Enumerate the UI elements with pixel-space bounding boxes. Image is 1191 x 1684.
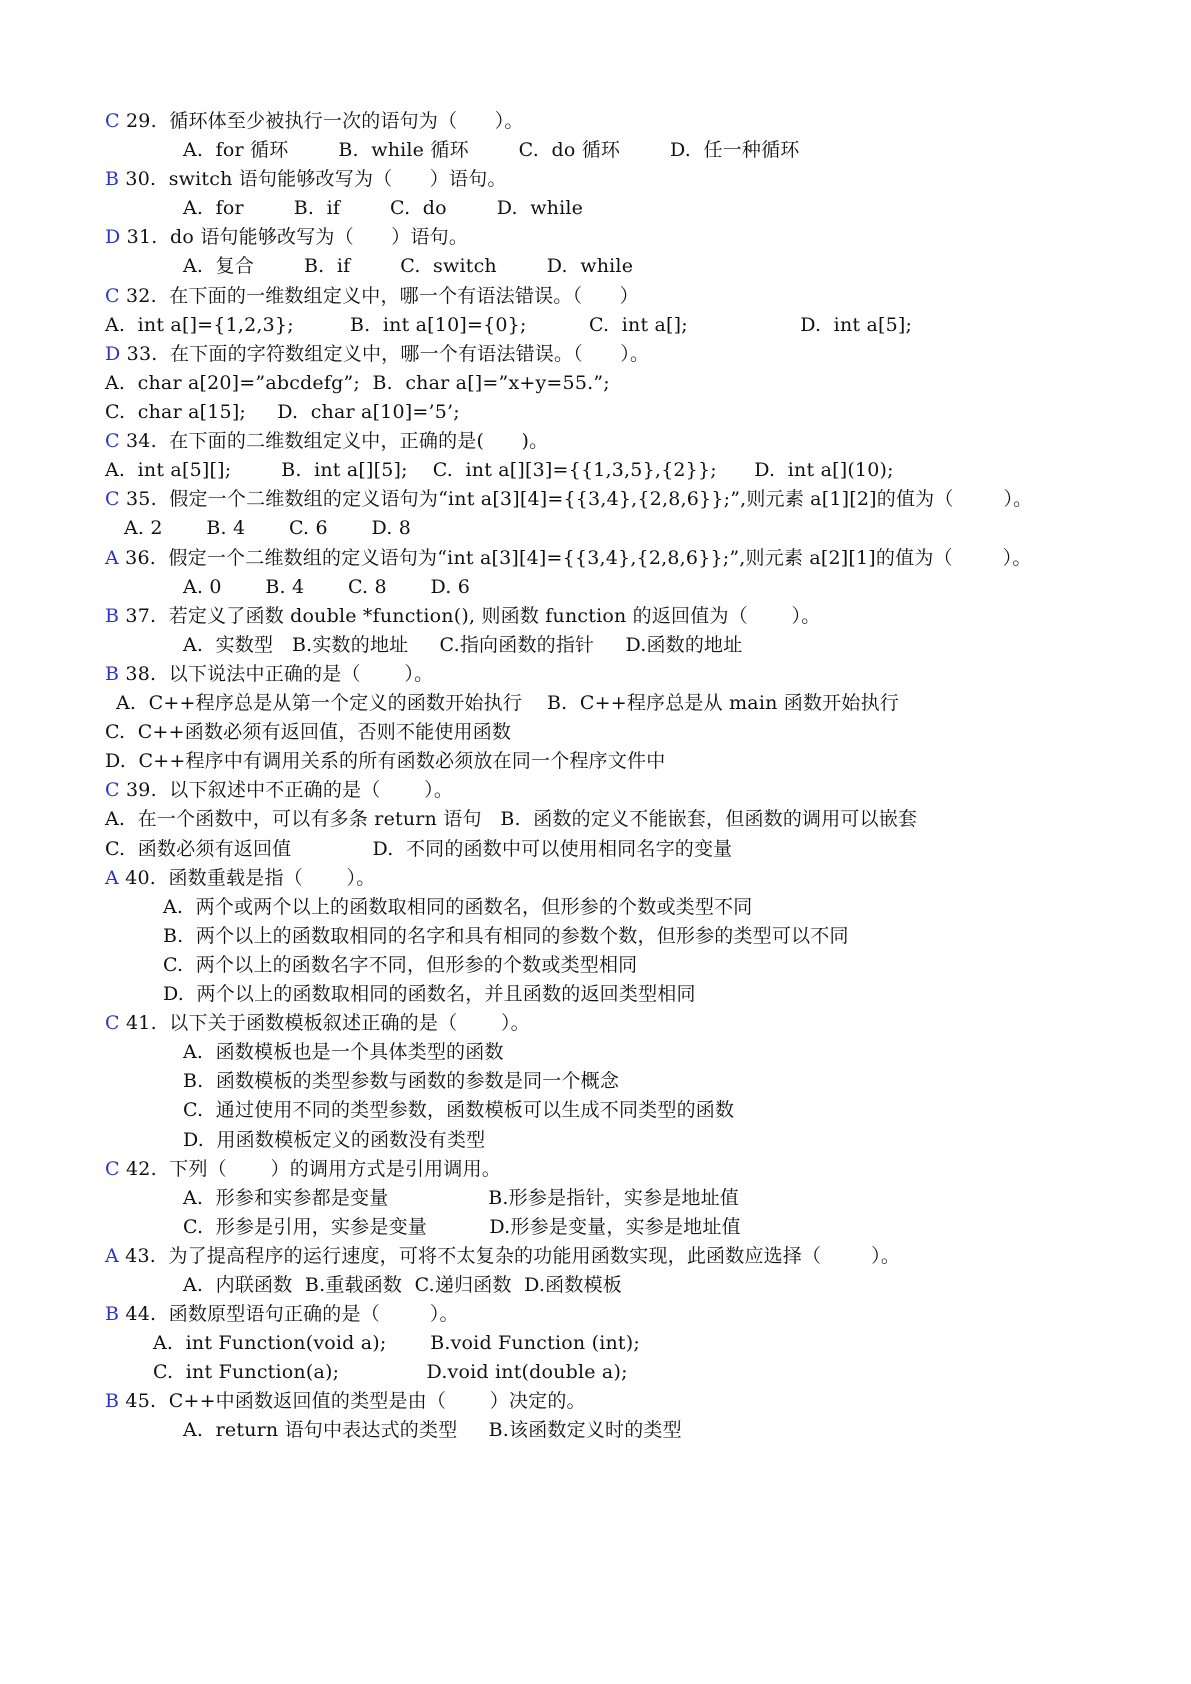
answer-letter: C xyxy=(105,488,120,510)
option-line: A. 形参和实参都是变量 B.形参是指针，实参是地址值 xyxy=(183,1187,740,1209)
option-line: A. int Function(void a); B.void Function (int); xyxy=(153,1332,640,1354)
question-text: 37. 若定义了函数 double *function(), 则函数 function 的返回值为（ ）。 xyxy=(119,605,821,627)
question-text: 31. do 语句能够改写为（ ）语句。 xyxy=(120,226,469,248)
option-line: C. char a[15]; D. char a[10]=’5’; xyxy=(105,401,460,423)
answer-letter: B xyxy=(105,1390,120,1412)
answer-letter: B xyxy=(105,605,120,627)
option-line: A. return 语句中表达式的类型 B.该函数定义时的类型 xyxy=(183,1419,682,1441)
answer-letter: D xyxy=(105,226,121,248)
option-line: A. for 循环 B. while 循环 C. do 循环 D. 任一种循环 xyxy=(183,139,800,161)
answer-letter: A xyxy=(105,547,119,569)
option-line: A. 复合 B. if C. switch D. while xyxy=(183,255,634,277)
question-text: 41. 以下关于函数模板叙述正确的是（ ）。 xyxy=(119,1012,530,1034)
option-line: A. 函数模板也是一个具体类型的函数 xyxy=(183,1041,504,1063)
answer-letter: C xyxy=(105,285,120,307)
answer-letter: D xyxy=(105,343,121,365)
question-text: 40. 函数重载是指（ ）。 xyxy=(118,867,376,889)
option-line: C. int Function(a); D.void int(double a); xyxy=(153,1361,628,1383)
question-line xyxy=(105,1302,459,1326)
question-line xyxy=(105,109,524,133)
answer-letter: C xyxy=(105,430,120,452)
question-line xyxy=(105,778,453,802)
question-text: 38. 以下说法中正确的是（ ）。 xyxy=(119,663,434,685)
option-line: A. 实数型 B.实数的地址 C.指向函数的指针 D.函数的地址 xyxy=(183,634,743,656)
question-text: 45. C++中函数返回值的类型是由（ ）决定的。 xyxy=(119,1390,586,1412)
question-line xyxy=(105,546,1032,570)
question-line xyxy=(105,167,507,191)
option-line: C. 两个以上的函数名字不同，但形参的个数或类型相同 xyxy=(163,954,638,976)
answer-letter: C xyxy=(105,110,120,132)
answer-letter: A xyxy=(105,867,119,889)
question-text: 44. 函数原型语句正确的是（ ）。 xyxy=(119,1303,459,1325)
answer-letter: C xyxy=(105,1012,120,1034)
question-text: 29. 循环体至少被执行一次的语句为（ ）。 xyxy=(119,110,524,132)
option-line: A. int a[5][]; B. int a[][5]; C. int a[][3]={{1,3,5},{2}}; D. int a[](10); xyxy=(105,459,894,481)
question-line xyxy=(105,604,820,628)
question-line xyxy=(105,662,433,686)
question-line xyxy=(105,429,548,453)
question-line xyxy=(105,866,375,890)
question-line xyxy=(105,1011,530,1035)
option-line: B. 两个以上的函数取相同的名字和具有相同的参数个数，但形参的类型可以不同 xyxy=(163,925,849,947)
answer-letter: A xyxy=(105,1245,119,1267)
question-text: 39. 以下叙述中不正确的是（ ）。 xyxy=(119,779,454,801)
option-line: A. 在一个函数中，可以有多条 return 语句 B. 函数的定义不能嵌套，但函数的调用可以嵌套 xyxy=(105,808,918,830)
question-line xyxy=(105,1157,501,1181)
answer-letter: B xyxy=(105,1303,120,1325)
question-text: 32. 在下面的一维数组定义中，哪一个有语法错误。（ ） xyxy=(119,285,639,307)
option-line: C. 形参是引用，实参是变量 D.形参是变量，实参是地址值 xyxy=(183,1216,741,1238)
question-text: 33. 在下面的字符数组定义中，哪一个有语法错误。（ ）。 xyxy=(120,343,650,365)
question-text: 30. switch 语句能够改写为（ ）语句。 xyxy=(119,168,507,190)
question-line xyxy=(105,225,468,249)
answer-letter: C xyxy=(105,1158,120,1180)
question-text: 35. 假定一个二维数组的定义语句为“int a[3][4]={{3,4},{2,8,6}};”,则元素 a[1][2]的值为（ ）。 xyxy=(119,488,1033,510)
option-line: C. 函数必须有返回值 D. 不同的函数中可以使用相同名字的变量 xyxy=(105,838,733,860)
option-line: A. 内联函数 B.重载函数 C.递归函数 D.函数模板 xyxy=(183,1274,622,1296)
option-line: A. char a[20]=”abcdefg”; B. char a[]=”x+y=55.”; xyxy=(105,372,610,394)
question-line xyxy=(105,1244,900,1268)
question-line xyxy=(105,1389,586,1413)
option-line: D. C++程序中有调用关系的所有函数必须放在同一个程序文件中 xyxy=(105,750,666,772)
question-line xyxy=(105,284,639,308)
option-line: D. 两个以上的函数取相同的函数名，并且函数的返回类型相同 xyxy=(163,983,696,1005)
option-line: A. 0 B. 4 C. 8 D. 6 xyxy=(183,576,471,598)
option-line: A. C++程序总是从第一个定义的函数开始执行 B. C++程序总是从 main 函数开始执行 xyxy=(116,692,899,714)
option-line: C. 通过使用不同的类型参数，函数模板可以生成不同类型的函数 xyxy=(183,1099,735,1121)
option-line: D. 用函数模板定义的函数没有类型 xyxy=(183,1129,486,1151)
option-line: A. 2 B. 4 C. 6 D. 8 xyxy=(124,517,412,539)
question-line xyxy=(105,487,1032,511)
option-line: A. int a[]={1,2,3}; B. int a[10]={0}; C. int a[]; D. int a[5]; xyxy=(105,314,913,336)
option-line: B. 函数模板的类型参数与函数的参数是同一个概念 xyxy=(183,1070,620,1092)
question-text: 43. 为了提高程序的运行速度，可将不太复杂的功能用函数实现，此函数应选择（ ）。 xyxy=(118,1245,901,1267)
option-line: A. 两个或两个以上的函数取相同的函数名，但形参的个数或类型不同 xyxy=(163,896,753,918)
option-line: C. C++函数必须有返回值，否则不能使用函数 xyxy=(105,721,512,743)
answer-letter: B xyxy=(105,168,120,190)
question-text: 36. 假定一个二维数组的定义语句为“int a[3][4]={{3,4},{2,8,6}};”,则元素 a[2][1]的值为（ ）。 xyxy=(118,547,1032,569)
answer-letter: C xyxy=(105,779,120,801)
question-text: 42. 下列（ ）的调用方式是引用调用。 xyxy=(119,1158,501,1180)
question-line xyxy=(105,342,649,366)
answer-letter: B xyxy=(105,663,120,685)
question-text: 34. 在下面的二维数组定义中，正确的是( )。 xyxy=(119,430,549,452)
option-line: A. for B. if C. do D. while xyxy=(183,197,584,219)
